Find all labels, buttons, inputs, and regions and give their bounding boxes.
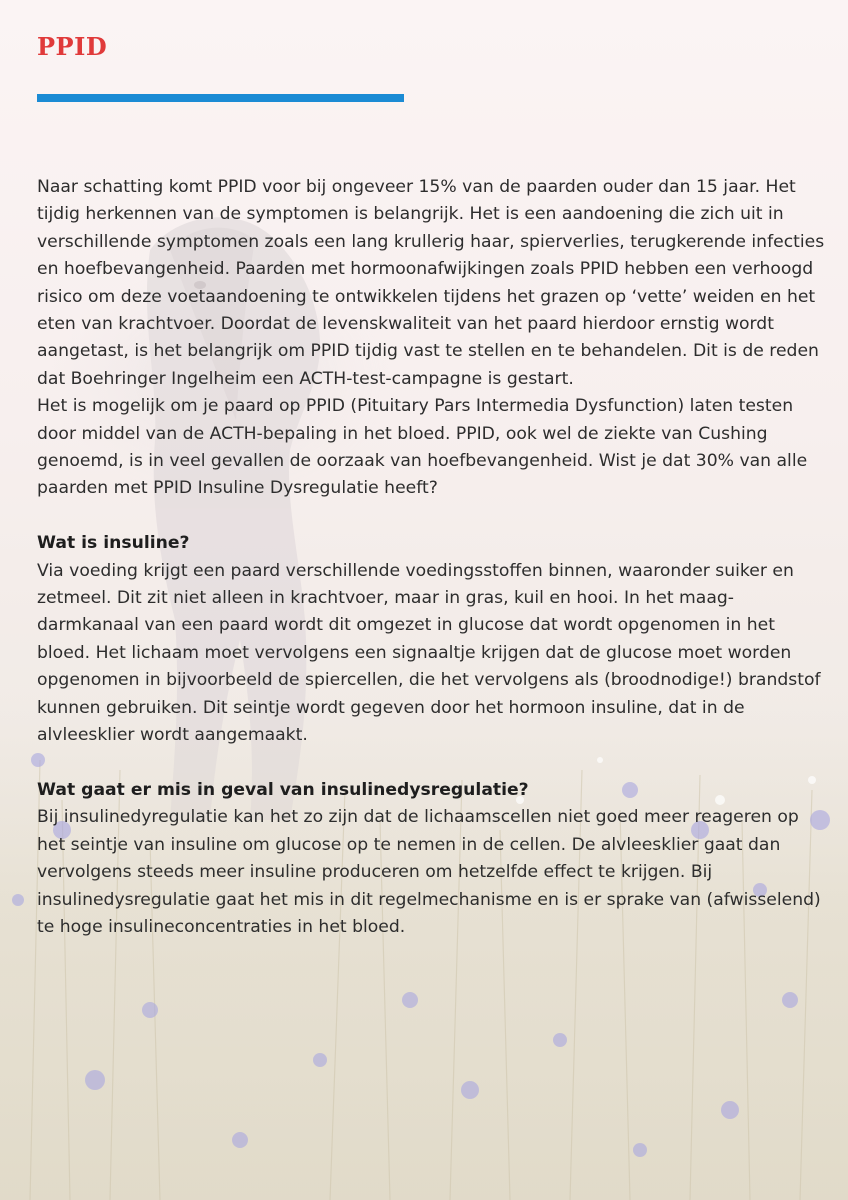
heading-insulinedysregulatie: Wat gaat er mis in geval van insulinedysregulatie? [37, 779, 529, 800]
spacer [37, 503, 827, 530]
heading-wat-is-insuline: Wat is insuline? [37, 533, 190, 554]
page-title: PPID [37, 32, 108, 61]
intro-paragraph-2: Het is mogelijk om je paard op PPID (Pituitary Pars Intermedia Dysfunction) laten testen door middel van de ACTH-bepaling in het bloed. PPID, ook wel de ziekte van Cushing genoemd, is in veel gevallen de oorzaak van hoefbevangenheid. Wist je dat 30% van alle paarden met PPID Insuline Dysregulatie heeft? [37, 396, 808, 499]
dysregulatie-body: Bij insulinedyregulatie kan het zo zijn dat de lichaamscellen niet goed meer reageren op het seintje van insuline om glucose op te nemen in de cellen. De alvleesklier gaat dan vervolgens steeds meer insuline produceren om hetzelfde effect te krijgen. Bij insulinedysregulatie gaat het mis in dit regelmechanisme en is er sprake van (afwisselend) te hoge insulineconcentraties in het bloed. [37, 807, 821, 937]
insuline-body: Via voeding krijgt een paard verschillende voedingsstoffen binnen, waaronder suiker en zetmeel. Dit zit niet alleen in krachtvoer, maar in gras, kuil en hooi. In het maag-darmkanaal van een paard wordt dit omgezet in glucose dat wordt opgenomen in het bloed. Het lichaam moet vervolgens een signaaltje krijgen dat de glucose moet worden opgenomen in bijvoorbeeld de spiercellen, die het vervolgens als (broodnodige!) brandstof kunnen gebruiken. Dit seintje wordt gegeven door het hormoon insuline, dat in de alvleesklier wordt aangemaakt. [37, 560, 821, 746]
title-underline [37, 94, 404, 102]
spacer [37, 750, 827, 777]
article-body [37, 174, 827, 941]
intro-paragraph-1: Naar schatting komt PPID voor bij ongeveer 15% van de paarden ouder dan 15 jaar. Het tijdig herkennen van de symptomen is belangrijk. Het is een aandoening die zich uit in verschillende symptomen zoals een lang krullerig haar, spierverlies, terugkerende infecties en hoefbevangenheid. Paarden met hormoonafwijkingen zoals PPID hebben een verhoogd risico om deze voetaandoening te ontwikkelen tijdens het grazen op ‘vette’ weiden en het eten van krachtvoer. Doordat de levenskwaliteit van het paard hierdoor ernstig wordt aangetast, is het belangrijk om PPID tijdig vast te stellen en te behandelen. Dit is de reden dat Boehringer Ingelheim een ACTH-test-campagne is gestart. [37, 177, 825, 389]
